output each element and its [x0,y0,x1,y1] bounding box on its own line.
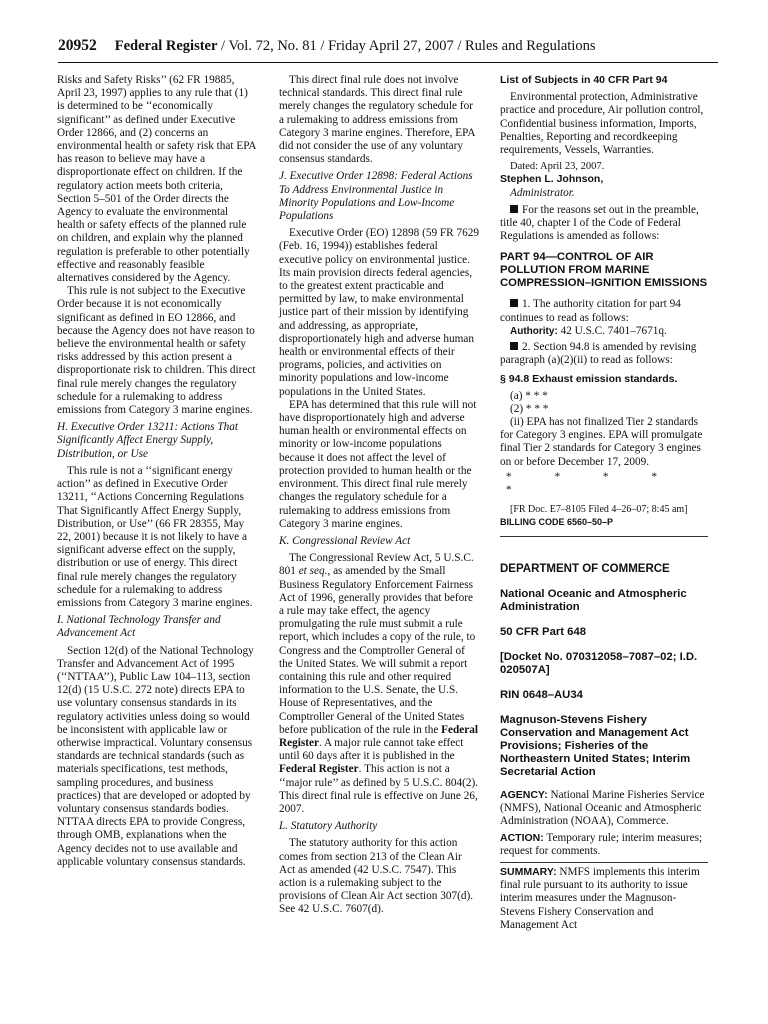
journal-reference: Federal Register [279,723,478,749]
agency-line [500,789,708,829]
action-line [500,832,708,858]
section-heading: K. Congressional Review Act [279,534,411,547]
text-run: . This action is not a ‘‘major rule’’ as defined by 5 U.S.C. 804(2). This direct final rule is effective on June 26, 2007. [279,763,479,815]
paragraph-ii: (ii) EPA has not finalized Tier 2 standards for Category 3 engines. EPA will promulgate final Tier 2 standards for Category 3 engines on or before December 17, 2009. [500,416,703,468]
subjects-heading: List of Subjects in 40 CFR Part 94 [500,74,668,86]
text-run: . A major rule cannot take effect until 60 days after it is published in the [279,736,464,763]
paragraph: Executive Order (EO) 12898 (59 FR 7629 (Feb. 16, 1994)) establishes federal executive policy on environmental justice. Its main provision directs federal agencies, to the greatest extent practicable and permitted by law, to make environmental justice part of their mission by identifying and addressing, as appropriate, disproportionately high and adverse human health or environmental effects of their programs, policies, and activities on minority populations and low-income populations in the United States. [279,227,479,398]
subjects-list: Environmental protection, Administrative practice and procedure, Air pollution control, Confidential business information, Imports, Penalties, Reporting and recordkeeping requirements, Vessels, Warranties. [500,91,704,157]
summary-divider [500,862,708,863]
bullet-square-icon [510,342,518,350]
summary-line [500,866,708,932]
amendment-2 [500,341,708,367]
authority-line [500,325,708,338]
omission-stars: * * * * * [506,470,677,497]
journal-reference: Federal Register [279,763,359,776]
text-run: et seq. [298,565,328,578]
text-run: 1. The authority citation for part 94 continues to read as follows: [500,298,681,324]
header-rule [58,62,718,63]
text-run: 42 U.S.C. 7401–7671q. [557,324,667,337]
docket-number: [Docket No. 070312058–7087–02; I.D. 020507A] [500,650,698,676]
paragraph: This rule is not a ‘‘significant energy action’’ as defined in Executive Order 13211, ‘‘Actions Concerning Regulations That Significantly Affect Energy Supply, Distribution, or Use’’ (66 FR 28355, May 22, 2001) because it is not likely to have a significant adverse effect on the supply, distribution or use of energy. This direct final rule merely changes the regulatory schedule for a rulemaking to address emissions from Category 3 marine engines. [57,464,253,609]
agency-label: AGENCY: [500,788,548,801]
text-run: NMFS implements this interim final rule pursuant to its authority to issue interim measures under the Magnuson-Stevens Fishery Conservation and Management Act [500,865,700,931]
paragraph [279,552,479,816]
signer-title: Administrator. [510,186,575,199]
text-run: For the reasons set out in the preamble, title 40, chapter I of the Code of Federal Regulations is amended as follows: [500,203,699,243]
paragraph: EPA has determined that this rule will not have disproportionately high and adverse human health or environmental effects on minority or low-income populations because it does not affect the level of protection provided to human health or the environment. This direct final rule merely changes the regulatory schedule for a rulemaking to address emissions from Category 3 marine engines. [279,398,477,530]
text-run: 2. Section 94.8 is amended by revising paragraph (a)(2)(ii) to read as follows: [500,341,697,367]
department-heading: DEPARTMENT OF COMMERCE [500,562,670,575]
section-heading: I. National Technology Transfer and Advancement Act [57,614,221,640]
agency-heading: National Oceanic and Atmospheric Administration [500,587,687,613]
reasons-paragraph [500,204,708,244]
dated-line: Dated: April 23, 2007. [510,161,605,173]
paragraph-a2: (2) * * * [510,402,549,415]
action-label: ACTION: [500,831,544,844]
rule-title: Magnuson-Stevens Fishery Conservation and Management Act Provisions; Fisheries of the Northeastern United States; Interim Secretarial Action [500,713,691,778]
cfr-part: 50 CFR Part 648 [500,625,587,638]
fr-doc-line: [FR Doc. E7–8105 Filed 4–26–07; 8:45 am] [510,504,688,516]
text-run: Temporary rule; interim measures; request for comments. [500,831,703,857]
paragraph: This direct final rule does not involve technical standards. This direct final rule merely changes the regulatory schedule for a rulemaking to address emissions from Category 3 marine engines. Therefore, EPA did not consider the use of any voluntary consensus standards. [279,74,475,166]
paragraph: This rule is not subject to the Executive Order because it is not economically significant as defined in EO 12866, and because the Agency does not have reason to believe the environmental health or safety risks addressed by this action present a disproportionate risk to children. This direct final rule merely changes the regulatory schedule for a rulemaking to address emissions from Category 3 marine engines. [57,285,256,417]
section-title: § 94.8 Exhaust emission standards. [500,373,678,386]
text-run: The Congressional Review Act, 5 U.S.C. 801 [279,552,474,578]
billing-code: BILLING CODE 6560–50–P [500,517,614,528]
paragraph: Section 12(d) of the National Technology Transfer and Advancement Act of 1995 (‘‘NTTAA’’), Public Law 104–113, section 12(d) (15 U.S.C. 272 note) directs EPA to use voluntary consensus standards in its regulatory activities unless doing so would be inconsistent with applicable law or otherwise impractical. Voluntary consensus standards are technical standards (such as materials specifications, test methods, sampling procedures, and business practices) that are developed or adopted by voluntary consensus standards bodies. NTTAA directs EPA to provide Congress, through OMB, explanations when the Agency decides not to use available and applicable voluntary consensus standards. [57,644,254,868]
column-1 [57,74,257,869]
bullet-square-icon [510,299,518,307]
signer-name: Stephen L. Johnson, [500,173,604,186]
page-number: 20952 [58,37,97,54]
journal-name: Federal Register [114,38,218,54]
paragraph: The statutory authority for this action comes from section 213 of the Clean Air Act as amended (42 U.S.C. 7547). This action is a rulemaking subject to the provisions of Clean Air Act section 307(d). See 42 U.S.C. 7607(d). [279,837,474,916]
column-3 [500,74,708,932]
section-heading: H. Executive Order 13211: Actions That Significantly Affect Energy Supply, Distribution, or Use [57,421,239,460]
summary-label: SUMMARY: [500,865,557,878]
section-heading: L. Statutory Authority [279,820,378,833]
document-divider [500,536,708,537]
section-heading: J. Executive Order 12898: Federal Actions To Address Environmental Justice in Minority Populations and Low-Income Populations [279,170,473,223]
text-run: , as amended by the Small Business Regulatory Enforcement Fairness Act of 1996, generally provides that before a rule may take effect, the agency promulgating the rule must submit a rule report, which includes a copy of the rule, to Congress and the Comptroller General of the United States. We will submit a report containing this rule and other required information to the U.S. Senate, the U.S. House of Representatives, and the Comptroller General of the United States before publication of the rule in the [279,565,476,736]
paragraph: Risks and Safety Risks’’ (62 FR 19885, April 23, 1997) applies to any rule that (1) is determined to be ‘‘economically significant’’ as defined under Executive Order 12866, and (2) concerns an environmental health or safety risk that EPA has reason to believe may have a disproportionate effect on children. If the regulatory action meets both criteria, Section 5–501 of the Order directs the Agency to evaluate the environmental health or safety effects of the planned rule on children, and explain why the planned regulation is preferable to other potentially effective and reasonably feasible alternatives considered by the Agency. [57,74,256,285]
authority-label: Authority: [510,325,558,337]
column-2 [279,74,479,917]
bullet-square-icon [510,205,518,213]
paragraph-a: (a) * * * [510,389,548,402]
amendment-1 [500,298,708,324]
page-header [58,37,718,59]
part-title: PART 94—CONTROL OF AIR POLLUTION FROM MARINE COMPRESSION–IGNITION EMISSIONS [500,251,708,290]
issue-citation: / Vol. 72, No. 81 / Friday April 27, 2007 / Rules and Regulations [217,38,596,54]
text-run: National Marine Fisheries Service (NMFS), National Oceanic and Atmospheric Administration (NOAA), Commerce. [500,788,705,828]
rin-number: RIN 0648–AU34 [500,688,583,701]
